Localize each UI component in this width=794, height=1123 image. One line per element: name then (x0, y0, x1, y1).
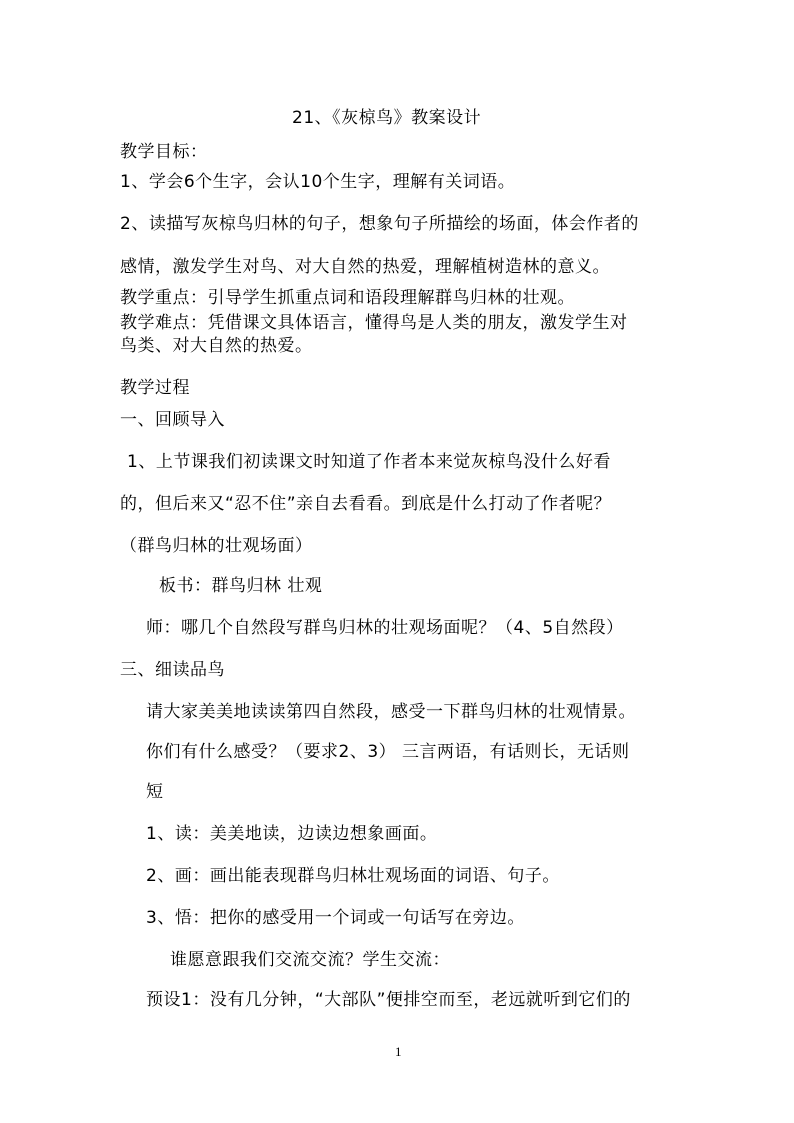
text-line: 1、学会6个生字，会认10个生字，理解有关词语。 (120, 172, 516, 192)
text-line: 师：哪几个自然段写群鸟归林的壮观场面呢？（4、5自然段） (146, 618, 624, 638)
text-line: 你们有什么感受？（要求2、3） 三言两语，有话则长，无话则 (146, 742, 630, 762)
text-line: 2、画：画出能表现群鸟归林壮观场面的词语、句子。 (146, 866, 560, 886)
text-line: 短 (146, 782, 164, 802)
text-line: （群鸟归林的壮观场面） (120, 536, 313, 556)
section-heading: 教学过程 (120, 378, 190, 398)
section-heading: 三、细读品鸟 (120, 660, 225, 680)
text-line: 请大家美美地读读第四自然段，感受一下群鸟归林的壮观情景。 (146, 702, 636, 722)
text-line: 教学目标： (120, 142, 208, 162)
text-line: 2、读描写灰椋鸟归林的句子，想象句子所描绘的场面，体会作者的 (120, 214, 639, 234)
text-line: 谁愿意跟我们交流交流？学生交流： (170, 950, 450, 970)
text-line: 预设1：没有几分钟，“大部队”便排空而至，老远就听到它们的 (146, 990, 631, 1010)
document-title: 21、《灰椋鸟》教案设计 (292, 108, 482, 128)
text-line: 鸟类、对大自然的热爱。 (120, 336, 313, 356)
text-line: 感情，激发学生对鸟、对大自然的热爱，理解植树造林的意义。 (120, 257, 610, 277)
text-line: 板书：群鸟归林 壮观 (159, 576, 323, 596)
text-line: 3、悟：把你的感受用一个词或一句话写在旁边。 (146, 908, 525, 928)
section-heading: 一、回顾导入 (120, 410, 225, 430)
text-line: 1、上节课我们初读课文时知道了作者本来觉灰椋鸟没什么好看 (127, 452, 611, 472)
text-line: 教学难点：凭借课文具体语言，懂得鸟是人类的朋友，激发学生对 (120, 313, 628, 333)
text-line: 1、读：美美地读，边读边想象画面。 (146, 824, 438, 844)
page-number: 1 (395, 1044, 402, 1059)
text-line: 教学重点：引导学生抓重点词和语段理解群鸟归林的壮观。 (120, 288, 575, 308)
text-line: 的，但后来又“忍不住”亲自去看看。到底是什么打动了作者呢？ (120, 494, 612, 514)
